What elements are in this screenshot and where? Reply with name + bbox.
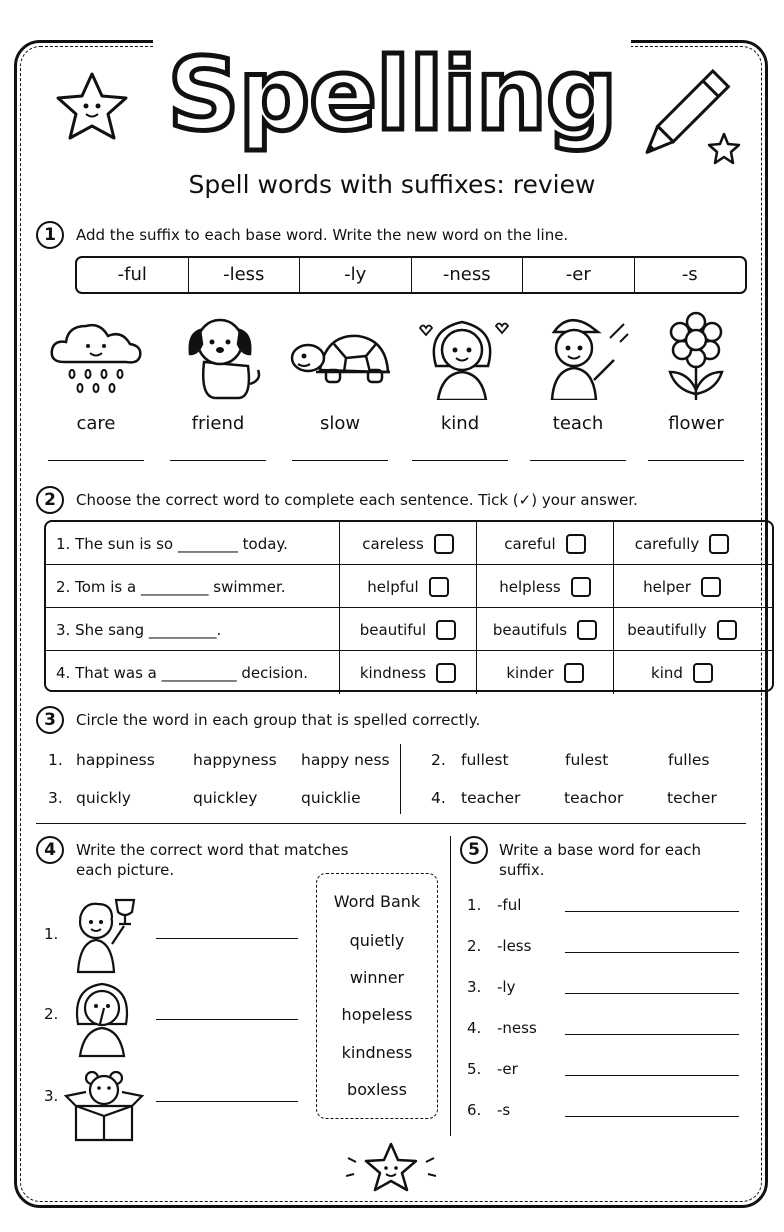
option-helpful[interactable]: helpful [339, 565, 476, 608]
word-choice[interactable]: fulles [668, 751, 710, 769]
word-bank [316, 873, 438, 1119]
worksheet-subtitle: Spell words with suffixes: review [188, 170, 596, 199]
item-number: 4. [467, 1019, 482, 1037]
checkbox[interactable] [566, 534, 586, 554]
base-word: care [76, 413, 116, 434]
section4-instruction: Write the correct word that matches [76, 841, 349, 859]
suffix-label: -er [497, 1060, 518, 1078]
row-divider [46, 607, 772, 608]
word-choice[interactable]: teacher [461, 789, 521, 807]
option-beautiful[interactable]: beautiful [339, 608, 476, 651]
boy-trophy-icon [66, 894, 146, 974]
answer-line[interactable] [48, 460, 144, 461]
base-word: kind [440, 413, 480, 434]
section2-number: 2 [36, 486, 64, 514]
word-bank-item: kindness [341, 1043, 413, 1062]
answer-line[interactable] [530, 460, 626, 461]
section4-number: 4 [36, 836, 64, 864]
answer-line[interactable] [565, 993, 739, 994]
answer-line[interactable] [565, 1116, 739, 1117]
item-number: 2. [467, 937, 482, 955]
group-number: 3. [48, 789, 63, 807]
sentence: 2. Tom is a _________ swimmer. [56, 577, 286, 596]
worksheet-title: Spelling [153, 40, 630, 150]
suffix-box [75, 256, 747, 294]
word-choice[interactable]: teachor [564, 789, 624, 807]
turtle-icon [286, 322, 396, 412]
checkbox[interactable] [571, 577, 591, 597]
base-word: friend [191, 413, 245, 434]
checkbox[interactable] [434, 534, 454, 554]
word-choice[interactable]: quicklie [301, 789, 361, 807]
word-bank-item: boxless [347, 1080, 407, 1099]
answer-line[interactable] [156, 1101, 298, 1102]
option-beautifully[interactable]: beautifully [613, 608, 750, 651]
section1-number: 1 [36, 221, 64, 249]
table-row [46, 565, 772, 608]
answer-line[interactable] [648, 460, 744, 461]
option-careless[interactable]: careless [339, 522, 476, 565]
option-helpless[interactable]: helpless [476, 565, 613, 608]
checkbox[interactable] [564, 663, 584, 683]
suffix-cell: -ness [412, 258, 524, 292]
group-number: 1. [48, 751, 63, 769]
cloud-rain-icon [42, 310, 152, 400]
word-bank-item: winner [349, 968, 405, 987]
boy-wrench-icon [528, 310, 638, 400]
checkbox[interactable] [709, 534, 729, 554]
table-row [46, 651, 772, 694]
checkbox[interactable] [436, 620, 456, 640]
teddy-box-icon [64, 1068, 144, 1144]
answer-line[interactable] [412, 460, 508, 461]
puppy-icon [164, 310, 274, 400]
option-kinder[interactable]: kinder [476, 651, 613, 694]
section2-instruction: Choose the correct word to complete each sentence. Tick (✓) your answer. [76, 491, 638, 509]
item-number: 1. [467, 896, 482, 914]
checkbox[interactable] [717, 620, 737, 640]
row-divider [46, 564, 772, 565]
girl-icon [406, 310, 516, 400]
word-choice[interactable]: fullest [461, 751, 509, 769]
suffix-cell: -ly [300, 258, 412, 292]
table-row [46, 608, 772, 651]
section5-instruction: Write a base word for each [499, 841, 702, 859]
item-number: 2. [44, 1005, 59, 1023]
word-bank-item: quietly [349, 931, 405, 950]
flower-icon [640, 310, 750, 400]
word-choice[interactable]: happyness [193, 751, 277, 769]
word-choice[interactable]: fulest [565, 751, 609, 769]
word-choice[interactable]: quickly [76, 789, 131, 807]
word-bank-item: hopeless [341, 1005, 413, 1024]
checkbox[interactable] [577, 620, 597, 640]
answer-line[interactable] [292, 460, 388, 461]
section5-number: 5 [460, 836, 488, 864]
answer-line[interactable] [565, 911, 739, 912]
checkbox[interactable] [701, 577, 721, 597]
option-careful[interactable]: careful [476, 522, 613, 565]
checkbox[interactable] [436, 663, 456, 683]
section1-instruction: Add the suffix to each base word. Write the new word on the line. [76, 226, 569, 244]
item-number: 5. [467, 1060, 482, 1078]
item-number: 1. [44, 925, 59, 943]
section3-number: 3 [36, 706, 64, 734]
item-number: 3. [467, 978, 482, 996]
option-beautifuls[interactable]: beautifuls [476, 608, 613, 651]
suffix-label: -ness [497, 1019, 537, 1037]
word-bank-title: Word Bank [333, 892, 421, 911]
suffix-label: -s [497, 1101, 511, 1119]
section4-instruction: each picture. [76, 861, 175, 879]
table-row [46, 522, 772, 565]
option-carefully[interactable]: carefully [613, 522, 750, 565]
suffix-cell: -less [189, 258, 301, 292]
answer-line[interactable] [565, 1075, 739, 1076]
sentence-table [44, 520, 774, 692]
group-divider [400, 744, 401, 814]
base-word: teach [552, 413, 604, 434]
answer-line[interactable] [156, 1019, 298, 1020]
sentence: 4. That was a __________ decision. [56, 663, 308, 682]
suffix-label: -less [497, 937, 532, 955]
base-word: slow [319, 413, 361, 434]
sentence: 1. The sun is so ________ today. [56, 534, 288, 553]
answer-line[interactable] [156, 938, 298, 939]
section5-instruction: suffix. [499, 861, 545, 879]
section3-instruction: Circle the word in each group that is spelled correctly. [76, 711, 481, 729]
girl-quiet-icon [66, 978, 146, 1058]
answer-line[interactable] [565, 1034, 739, 1035]
item-number: 3. [44, 1087, 59, 1105]
answer-line[interactable] [565, 952, 739, 953]
item-number: 6. [467, 1101, 482, 1119]
checkbox[interactable] [429, 577, 449, 597]
option-kindness[interactable]: kindness [339, 651, 476, 694]
suffix-cell: -s [681, 264, 698, 285]
sentence: 3. She sang _________. [56, 620, 222, 639]
group-number: 4. [431, 789, 446, 807]
suffix-label: -ly [497, 978, 516, 996]
word-choice[interactable]: techer [667, 789, 717, 807]
answer-line[interactable] [170, 460, 266, 461]
word-choice[interactable]: quickley [193, 789, 258, 807]
base-word: flower [668, 413, 724, 434]
row-divider [46, 650, 772, 651]
option-helper[interactable]: helper [613, 565, 750, 608]
option-kind[interactable]: kind [613, 651, 750, 694]
section-divider [450, 836, 451, 1136]
word-choice[interactable]: happiness [76, 751, 155, 769]
suffix-cell: -er [523, 258, 635, 292]
group-number: 2. [431, 751, 446, 769]
bottom-star-icon [346, 1140, 436, 1200]
checkbox[interactable] [693, 663, 713, 683]
section-divider [36, 823, 746, 824]
suffix-label: -ful [497, 896, 522, 914]
word-choice[interactable]: happy ness [301, 751, 390, 769]
suffix-cell: -ful [77, 258, 189, 292]
